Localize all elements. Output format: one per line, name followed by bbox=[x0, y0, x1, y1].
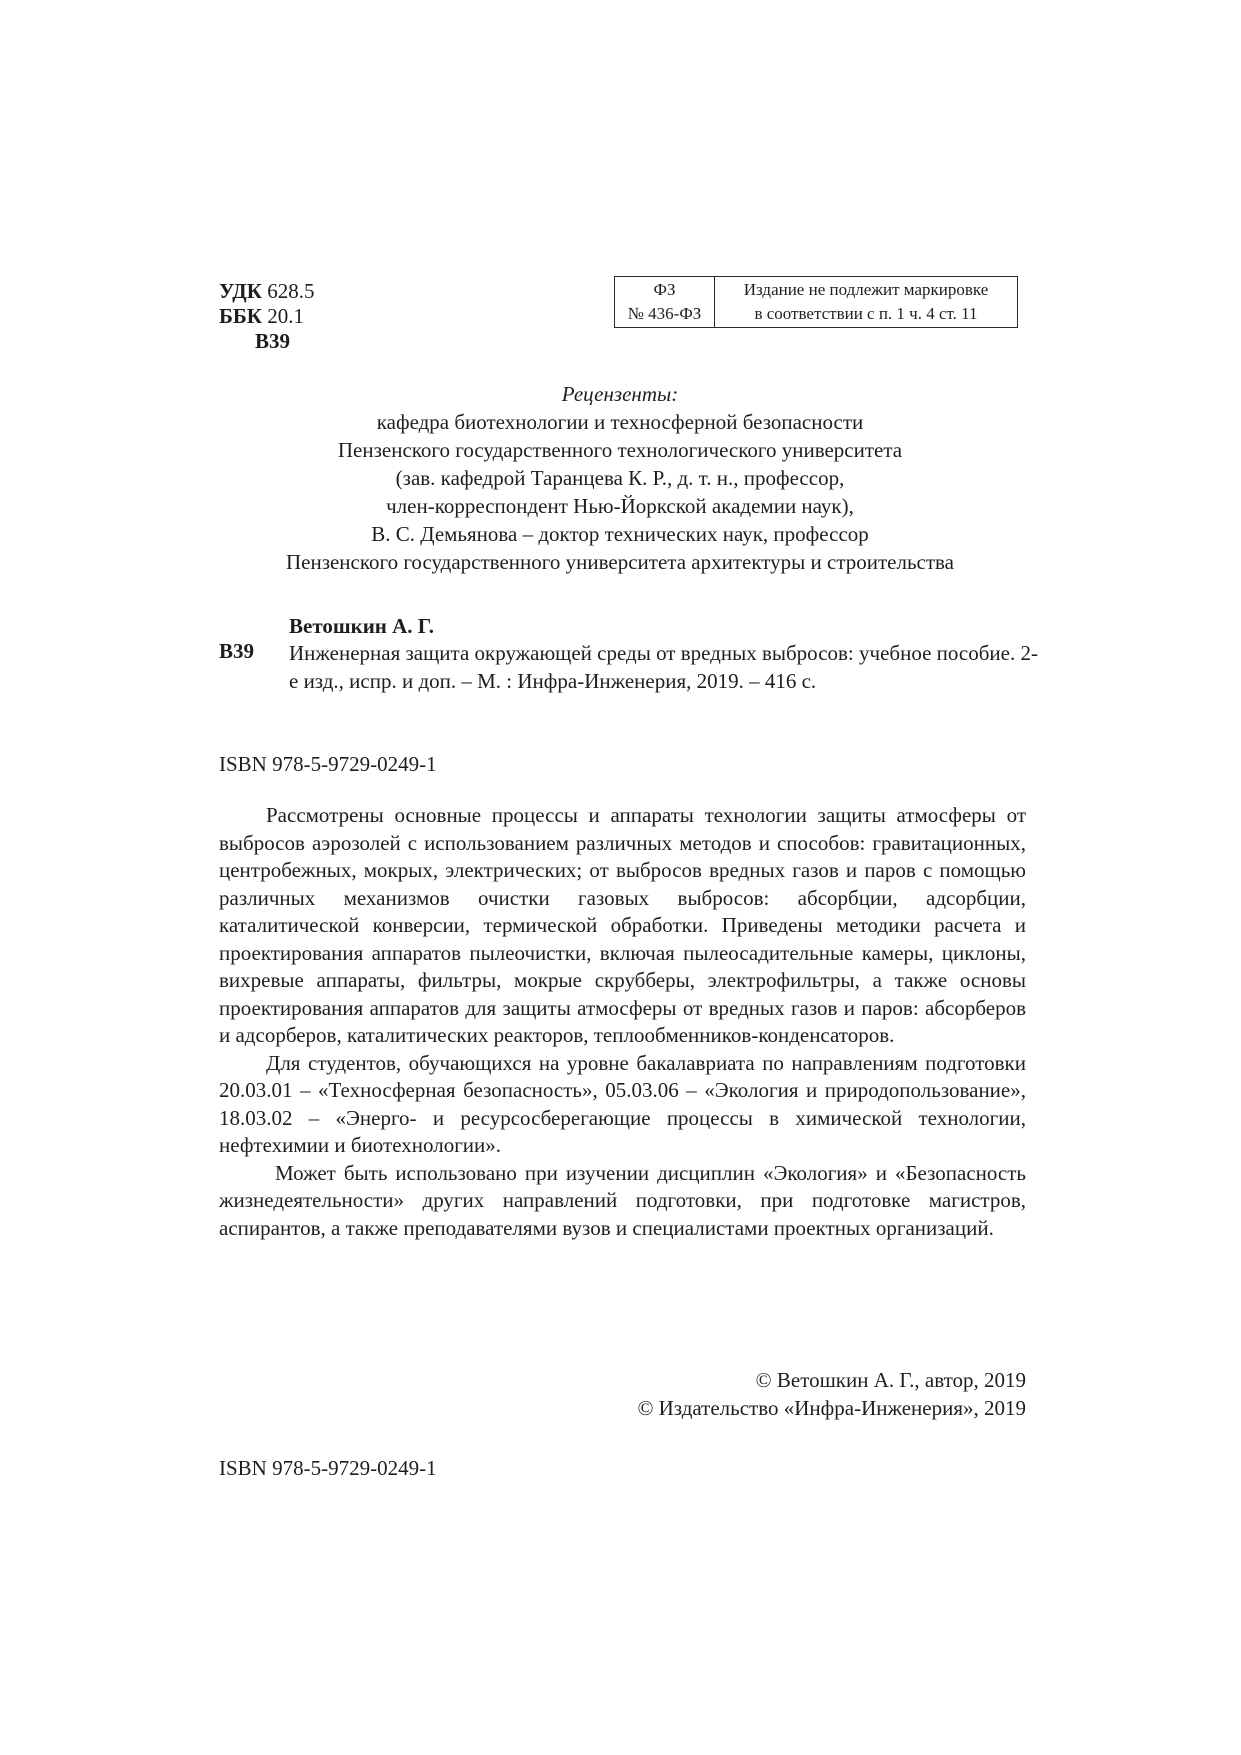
bib-row bbox=[219, 639, 1039, 695]
reviewers-heading: Рецензенты: bbox=[561, 382, 679, 406]
reviewer-line: Пензенского государственного технологического университета bbox=[337, 438, 903, 462]
abstract-paragraph: Может быть использовано при изучении дисциплин «Экология» и «Безопасность жизнедеятельности» других направлений подготовки, при подготовке магистров, аспирантов, а также преподавателями вузов и специалистами проектных организаций. bbox=[219, 1160, 1026, 1240]
udk-line bbox=[219, 279, 359, 304]
marking-note-line2: в соответствии с п. 1 ч. 4 ст. 11 bbox=[754, 304, 978, 323]
author-code: В39 bbox=[255, 329, 291, 353]
reviewer-line: член-корреспондент Нью-Йоркской академии наук), bbox=[386, 494, 854, 518]
copyright-block bbox=[560, 1366, 1026, 1422]
bib-author: Ветошкин А. Г. bbox=[289, 614, 435, 638]
reviewer-line: В. С. Демьянова – доктор технических наук, профессор bbox=[371, 522, 869, 546]
classification-block bbox=[219, 279, 359, 354]
udk-label: УДК bbox=[219, 279, 262, 303]
marking-note-cell bbox=[715, 277, 1018, 328]
reviewer-line: кафедра биотехнологии и техносферной безопасности bbox=[376, 410, 864, 434]
bib-code: В39 bbox=[219, 639, 255, 663]
marking-law-line2: № 436-ФЗ bbox=[627, 304, 702, 323]
udk-value: 628.5 bbox=[267, 279, 315, 303]
marking-law-cell bbox=[615, 277, 715, 328]
marking-box bbox=[614, 276, 1018, 328]
abstract-paragraph: Рассмотрены основные процессы и аппараты технологии защиты атмосферы от выбросов аэрозолей с использованием различных методов и способов: гравитационных, центробежных, мокрых, электрических; от выбросов вредных газов и паров с помощью различных механизмов очистки газовых выбросов: абсорбции, адсорбции, каталитической конверсии, термической обработки. Приведены методики расчета и проектирования аппаратов пылеочистки, включая пылеосадительные камеры, циклоны, вихревые аппараты, фильтры, мокрые скрубберы, электрофильтры, а также основы проектирования аппаратов для защиты атмосферы от вредных газов и паров: абсорберов и адсорберов, каталитических реакторов, теплообменников-конденсаторов. bbox=[219, 803, 1026, 1047]
isbn-top: ISBN 978-5-9729-0249-1 bbox=[219, 752, 437, 776]
bibliographic-record bbox=[219, 614, 1039, 695]
copyright-author: © Ветошкин А. Г., автор, 2019 bbox=[755, 1368, 1026, 1392]
bbk-value: 20.1 bbox=[267, 304, 304, 328]
bbk-label: ББК bbox=[219, 304, 262, 328]
reviewer-line: (зав. кафедрой Таранцева К. Р., д. т. н., профессор, bbox=[395, 466, 845, 490]
marking-law-line1: ФЗ bbox=[653, 280, 676, 299]
bib-description: Инженерная защита окружающей среды от вредных выбросов: учебное пособие. 2-е изд., испр. и доп. – М. : Инфра-Инженерия, 2019. – 416 с. bbox=[289, 641, 1038, 693]
reviewer-line: Пензенского государственного университета архитектуры и строительства bbox=[285, 550, 955, 574]
copyright-publisher: © Издательство «Инфра-Инженерия», 2019 bbox=[637, 1396, 1026, 1420]
isbn-bottom: ISBN 978-5-9729-0249-1 bbox=[219, 1456, 437, 1480]
reviewers-block bbox=[200, 380, 1040, 576]
bbk-line bbox=[219, 304, 359, 329]
abstract bbox=[219, 802, 1026, 1242]
marking-note-line1: Издание не подлежит маркировке bbox=[743, 280, 989, 299]
abstract-paragraph: Для студентов, обучающихся на уровне бакалавриата по направлениям подготовки 20.03.01 – «Техносферная безопасность», 05.03.06 – «Экология и природопользование», 18.03.02 – «Энерго- и ресурсосберегающие процессы в химической технологии, нефтехимии и биотехнологии». bbox=[219, 1050, 1026, 1157]
